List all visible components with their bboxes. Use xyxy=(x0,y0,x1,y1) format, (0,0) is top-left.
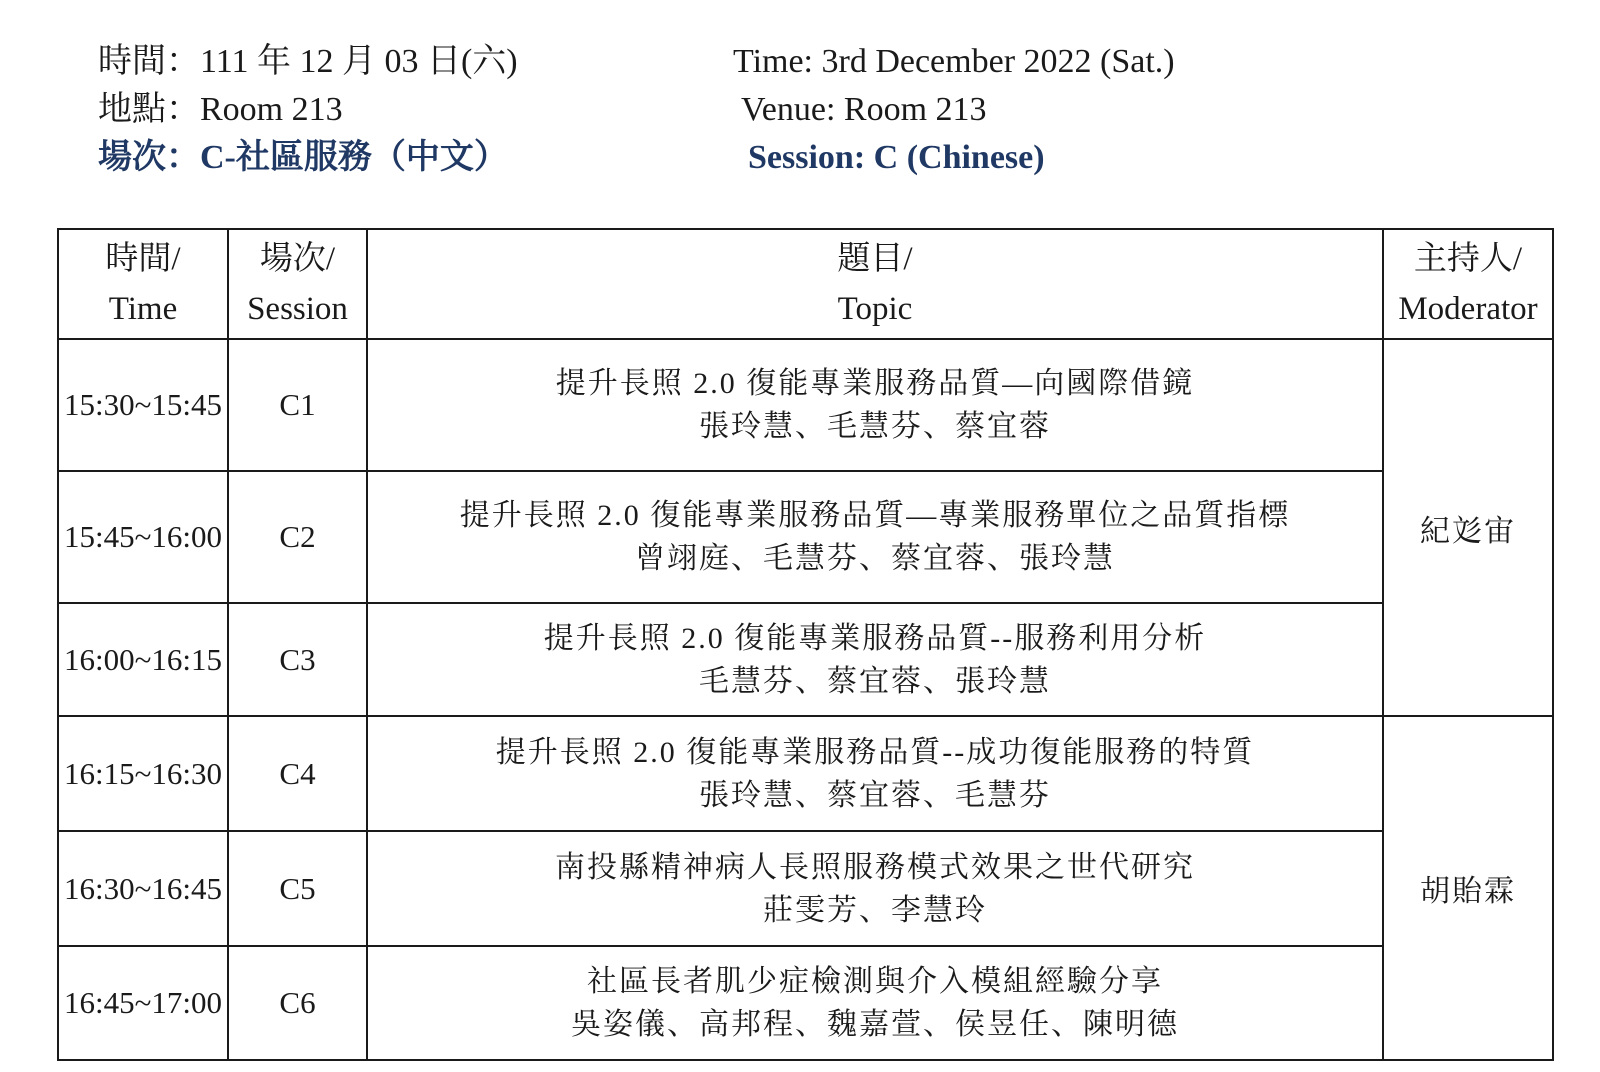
topic-authors: 莊雯芳、李慧玲 xyxy=(763,893,987,927)
column-header-topic-en: Topic xyxy=(837,291,913,327)
header-time-zh: 時間：111 年 12 月 03 日(六) xyxy=(98,43,518,80)
table-row xyxy=(58,471,1553,603)
topic-title: 社區長者肌少症檢測與介入模組經驗分享 xyxy=(587,965,1163,998)
moderator-cell: 胡貽霖 xyxy=(1383,716,1553,1060)
table-row xyxy=(58,946,1553,1060)
header-venue-en: Venue: Room 213 xyxy=(741,91,987,128)
column-header-moderator-zh: 主持人/ xyxy=(1413,241,1523,277)
header-session-zh: 場次：C-社區服務（中文） xyxy=(98,139,508,176)
column-header-session-zh: 場次/ xyxy=(259,241,336,277)
time-cell: 16:15~16:30 xyxy=(58,716,228,831)
header-time-en: Time: 3rd December 2022 (Sat.) xyxy=(733,43,1175,80)
table-row xyxy=(58,339,1553,471)
topic-cell xyxy=(367,831,1383,946)
topic-cell xyxy=(367,716,1383,831)
topic-authors: 曾翊庭、毛慧芬、蔡宜蓉、張玲慧 xyxy=(635,542,1115,575)
topic-cell xyxy=(367,339,1383,471)
column-header-moderator xyxy=(1383,229,1553,339)
column-header-topic xyxy=(367,229,1383,339)
time-cell: 16:30~16:45 xyxy=(58,831,228,946)
session-cell: C4 xyxy=(228,716,367,831)
column-header-session-en: Session xyxy=(247,291,348,327)
column-header-topic-zh: 題目/ xyxy=(837,241,913,277)
header-venue-zh: 地點：Room 213 xyxy=(98,91,343,128)
session-cell: C5 xyxy=(228,831,367,946)
column-header-session xyxy=(228,229,367,339)
column-header-time-en: Time xyxy=(108,291,178,327)
time-cell: 16:00~16:15 xyxy=(58,603,228,716)
column-header-time xyxy=(58,229,228,339)
column-header-time-zh: 時間/ xyxy=(105,241,181,277)
time-cell: 15:30~15:45 xyxy=(58,339,228,471)
topic-title: 提升長照 2.0 復能專業服務品質--服務利用分析 xyxy=(543,621,1207,655)
session-cell: C3 xyxy=(228,603,367,716)
table-row xyxy=(58,831,1553,946)
topic-authors: 張玲慧、蔡宜蓉、毛慧芬 xyxy=(699,778,1051,812)
column-header-moderator-en: Moderator xyxy=(1398,291,1538,327)
session-cell: C6 xyxy=(228,946,367,1060)
table-header-row xyxy=(58,229,1553,339)
schedule-table xyxy=(57,228,1554,1061)
topic-title: 提升長照 2.0 復能專業服務品質--成功復能服務的特質 xyxy=(495,735,1255,769)
topic-title: 提升長照 2.0 復能專業服務品質—向國際借鏡 xyxy=(555,367,1195,400)
topic-cell xyxy=(367,946,1383,1060)
session-cell: C1 xyxy=(228,339,367,471)
header-session-en: Session: C (Chinese) xyxy=(748,139,1045,176)
time-cell: 16:45~17:00 xyxy=(58,946,228,1060)
table-row xyxy=(58,716,1553,831)
time-cell: 15:45~16:00 xyxy=(58,471,228,603)
topic-cell xyxy=(367,471,1383,603)
topic-title: 南投縣精神病人長照服務模式效果之世代研究 xyxy=(555,850,1195,884)
topic-cell xyxy=(367,603,1383,716)
session-cell: C2 xyxy=(228,471,367,603)
topic-authors: 張玲慧、毛慧芬、蔡宜蓉 xyxy=(699,410,1051,443)
table-row xyxy=(58,603,1553,716)
topic-title: 提升長照 2.0 復能專業服務品質—專業服務單位之品質指標 xyxy=(459,499,1291,532)
topic-authors: 吳姿儀、高邦程、魏嘉萱、侯昱任、陳明德 xyxy=(571,1008,1179,1041)
topic-authors: 毛慧芬、蔡宜蓉、張玲慧 xyxy=(699,664,1051,698)
moderator-cell: 紀彣宙 xyxy=(1383,339,1553,716)
